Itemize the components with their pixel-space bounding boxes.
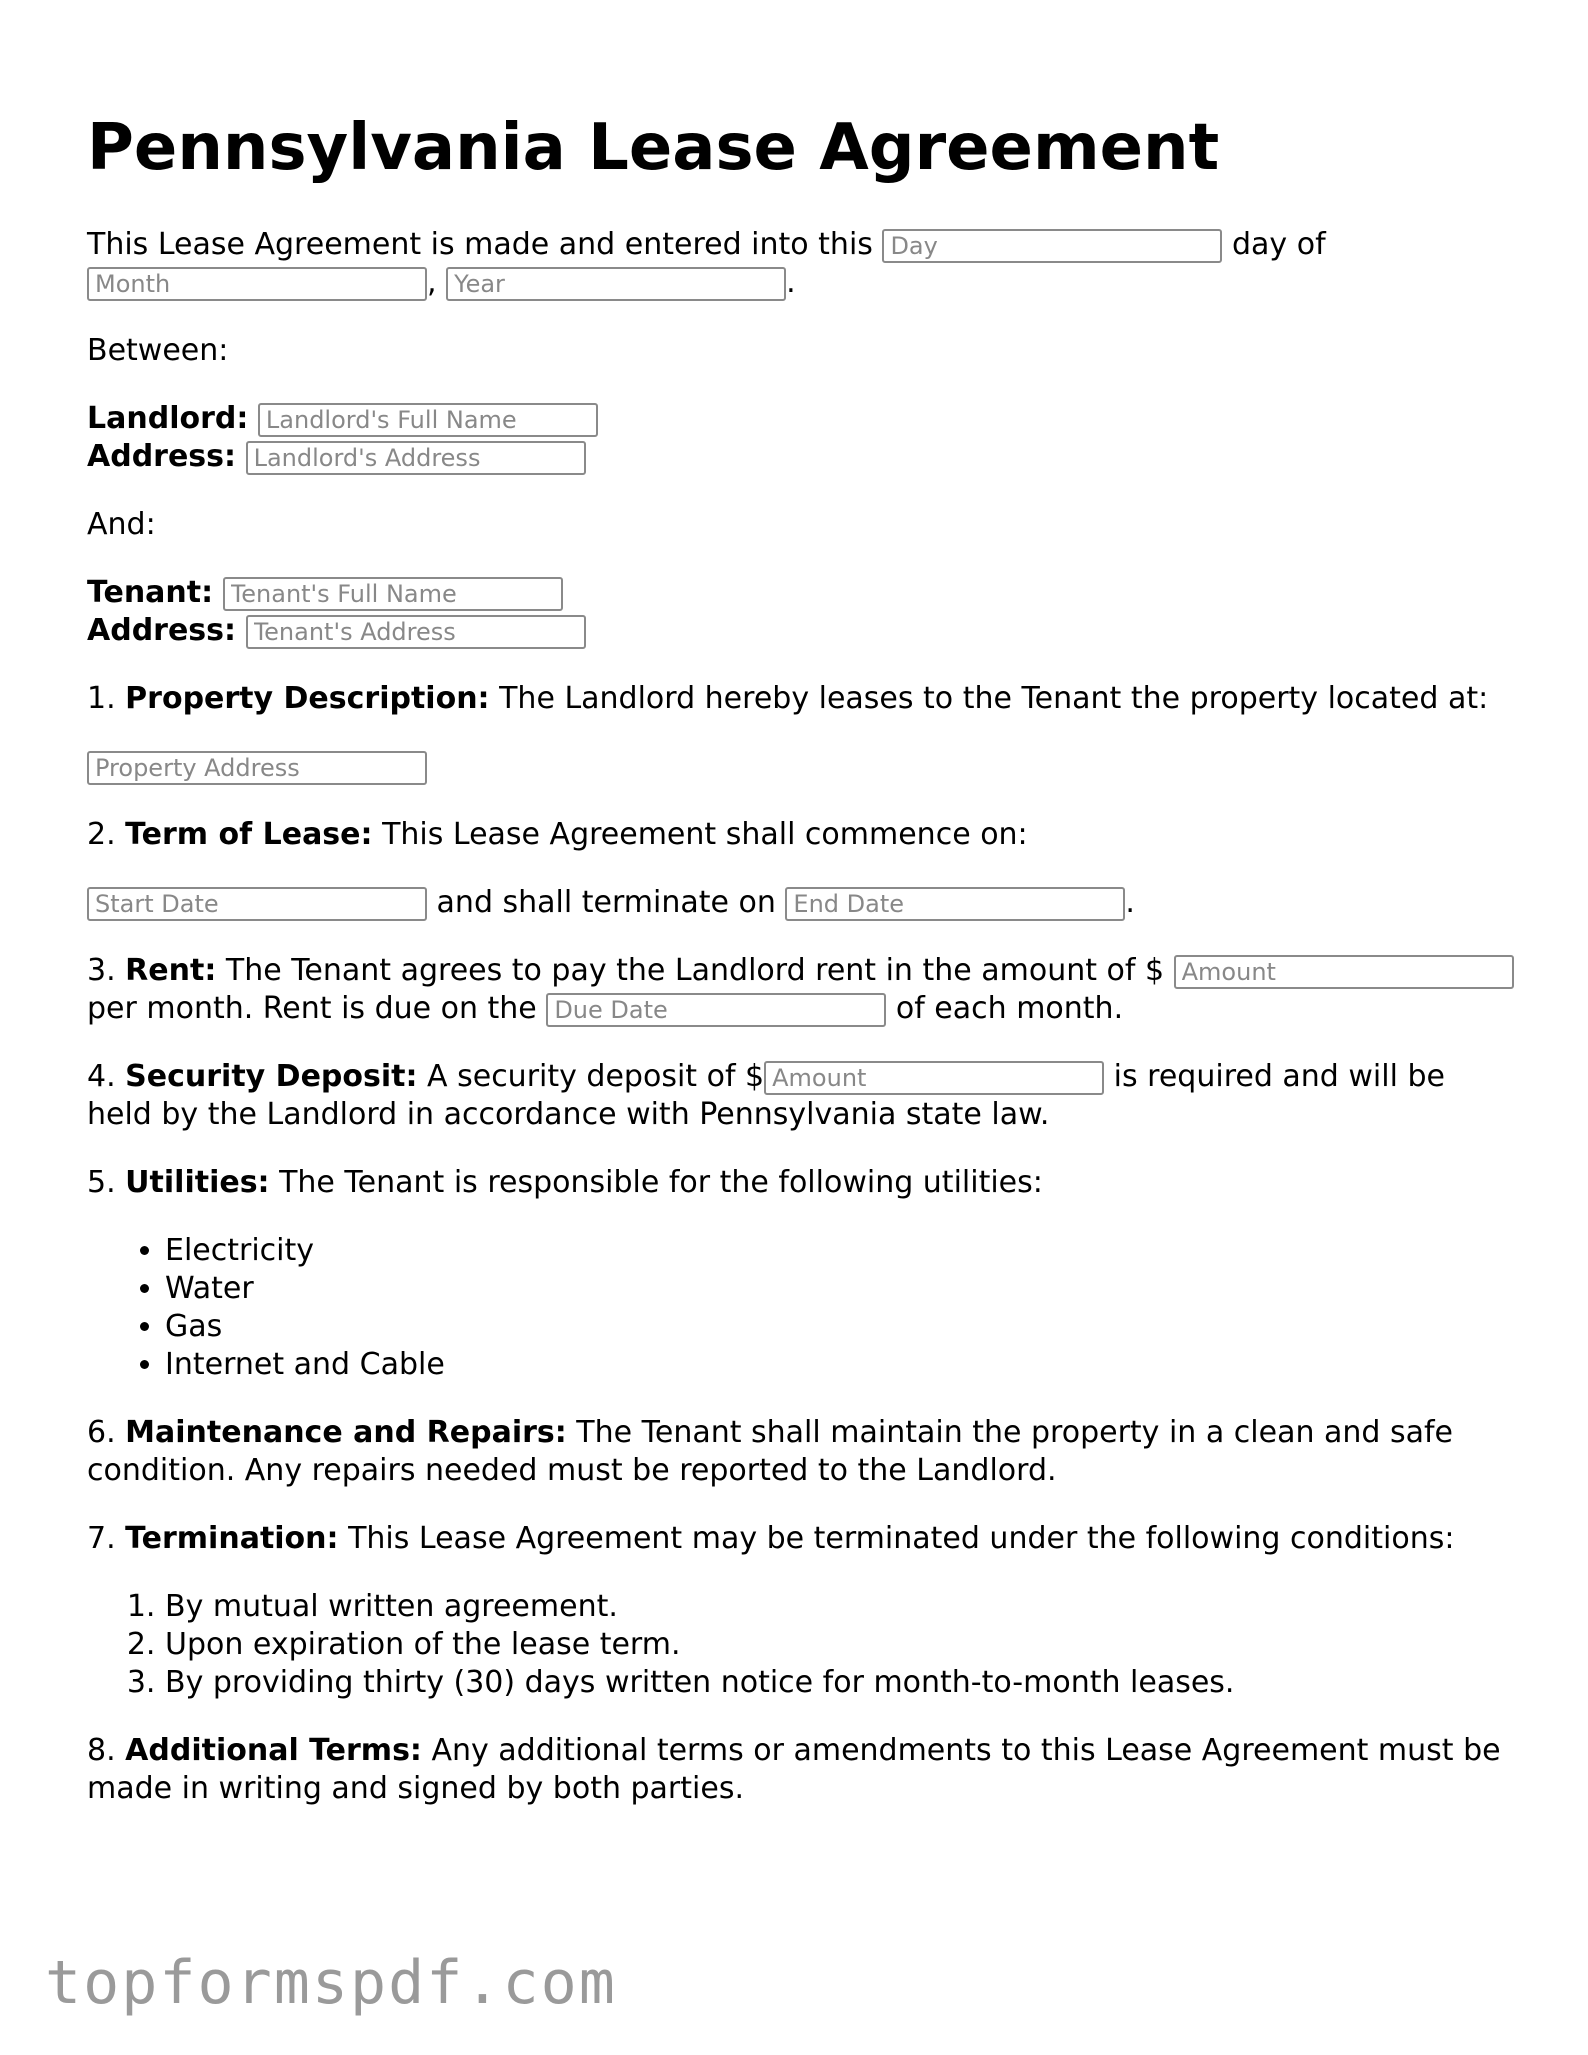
section-heading: Additional Terms: (125, 1733, 422, 1768)
comma-text: , (427, 265, 437, 300)
intro-text: This Lease Agreement is made and entered into this (87, 227, 873, 262)
list-item: 2. Upon expiration of the lease term. (165, 1626, 1517, 1664)
start-date-input[interactable] (87, 887, 427, 921)
section-utilities (87, 1164, 1517, 1202)
landlord-address-input[interactable] (246, 441, 586, 475)
list-item: • Electricity (165, 1232, 1517, 1270)
list-item: • Gas (165, 1308, 1517, 1346)
section-text: The Landlord hereby leases to the Tenant the property located at: (499, 681, 1489, 716)
section-rent (87, 952, 1517, 1028)
property-field-row (87, 748, 1517, 786)
deposit-end-text: is required and will be held by the Landlord in accordance with Pennsylvania state law. (87, 1059, 1445, 1132)
landlord-label: Landlord: (87, 401, 249, 436)
section-maintenance (87, 1414, 1517, 1490)
year-input[interactable] (446, 267, 786, 301)
section-heading: Term of Lease: (125, 817, 373, 852)
section-heading: Maintenance and Repairs: (125, 1415, 567, 1450)
tenant-name-input[interactable] (223, 577, 563, 611)
section-number: 2. (87, 817, 116, 852)
section-heading: Utilities: (125, 1165, 270, 1200)
section-number: 7. (87, 1521, 116, 1556)
section-text: Any additional terms or amendments to this Lease Agreement must be made in writing and signed by both parties. (87, 1733, 1501, 1806)
section-text: The Tenant is responsible for the following utilities: (279, 1165, 1043, 1200)
month-input[interactable] (87, 267, 427, 301)
section-heading: Rent: (125, 953, 217, 988)
between-text: Between: (87, 333, 229, 368)
section-number: 1. (87, 681, 116, 716)
list-item: 3. By providing thirty (30) days written notice for month-to-month leases. (165, 1664, 1517, 1702)
section-text: This Lease Agreement shall commence on: (382, 817, 1028, 852)
rent-amount-input[interactable] (1174, 955, 1514, 989)
section-term (87, 816, 1517, 854)
term-field-row (87, 884, 1517, 922)
section-number: 8. (87, 1733, 116, 1768)
day-input[interactable] (882, 229, 1222, 263)
tenant-address-input[interactable] (246, 615, 586, 649)
section-deposit (87, 1058, 1517, 1134)
section-heading: Termination: (125, 1521, 339, 1556)
document (87, 100, 1517, 1838)
day-of-text: day of (1232, 227, 1326, 262)
tenant-block (87, 574, 1517, 650)
list-item: • Internet and Cable (165, 1346, 1517, 1384)
section-heading: Property Description: (125, 681, 490, 716)
section-heading: Security Deposit: (125, 1059, 418, 1094)
section-number: 4. (87, 1059, 116, 1094)
section-additional (87, 1732, 1517, 1808)
and-text: And: (87, 507, 156, 542)
deposit-amount-input[interactable] (764, 1061, 1104, 1095)
period-text: . (786, 265, 796, 300)
section-number: 3. (87, 953, 116, 988)
property-address-input[interactable] (87, 751, 427, 785)
rent-middle-text: per month. Rent is due on the (87, 991, 537, 1026)
page-title: Pennsylvania Lease Agreement (87, 111, 1220, 185)
section-text: The Tenant agrees to pay the Landlord rent in the amount of $ (225, 953, 1165, 988)
watermark: topformspdf.com (45, 1948, 617, 2018)
section-number: 6. (87, 1415, 116, 1450)
rent-end-text: of each month. (895, 991, 1124, 1026)
termination-list (87, 1588, 1517, 1702)
term-middle-text: and shall terminate on (436, 885, 776, 920)
landlord-address-label: Address: (87, 439, 237, 474)
section-text: This Lease Agreement may be terminated under the following conditions: (348, 1521, 1455, 1556)
utilities-list (87, 1232, 1517, 1384)
tenant-label: Tenant: (87, 575, 214, 610)
section-property (87, 680, 1517, 718)
section-number: 5. (87, 1165, 116, 1200)
section-termination (87, 1520, 1517, 1558)
list-item: 1. By mutual written agreement. (165, 1588, 1517, 1626)
intro-paragraph (87, 226, 1517, 302)
end-date-input[interactable] (785, 887, 1125, 921)
due-date-input[interactable] (546, 993, 886, 1027)
landlord-block (87, 400, 1517, 476)
section-text: The Tenant shall maintain the property in a clean and safe condition. Any repairs needed must be reported to the Landlord. (87, 1415, 1454, 1488)
period-text: . (1125, 885, 1135, 920)
tenant-address-label: Address: (87, 613, 237, 648)
section-text: A security deposit of $ (427, 1059, 765, 1094)
landlord-name-input[interactable] (258, 403, 598, 437)
list-item: • Water (165, 1270, 1517, 1308)
